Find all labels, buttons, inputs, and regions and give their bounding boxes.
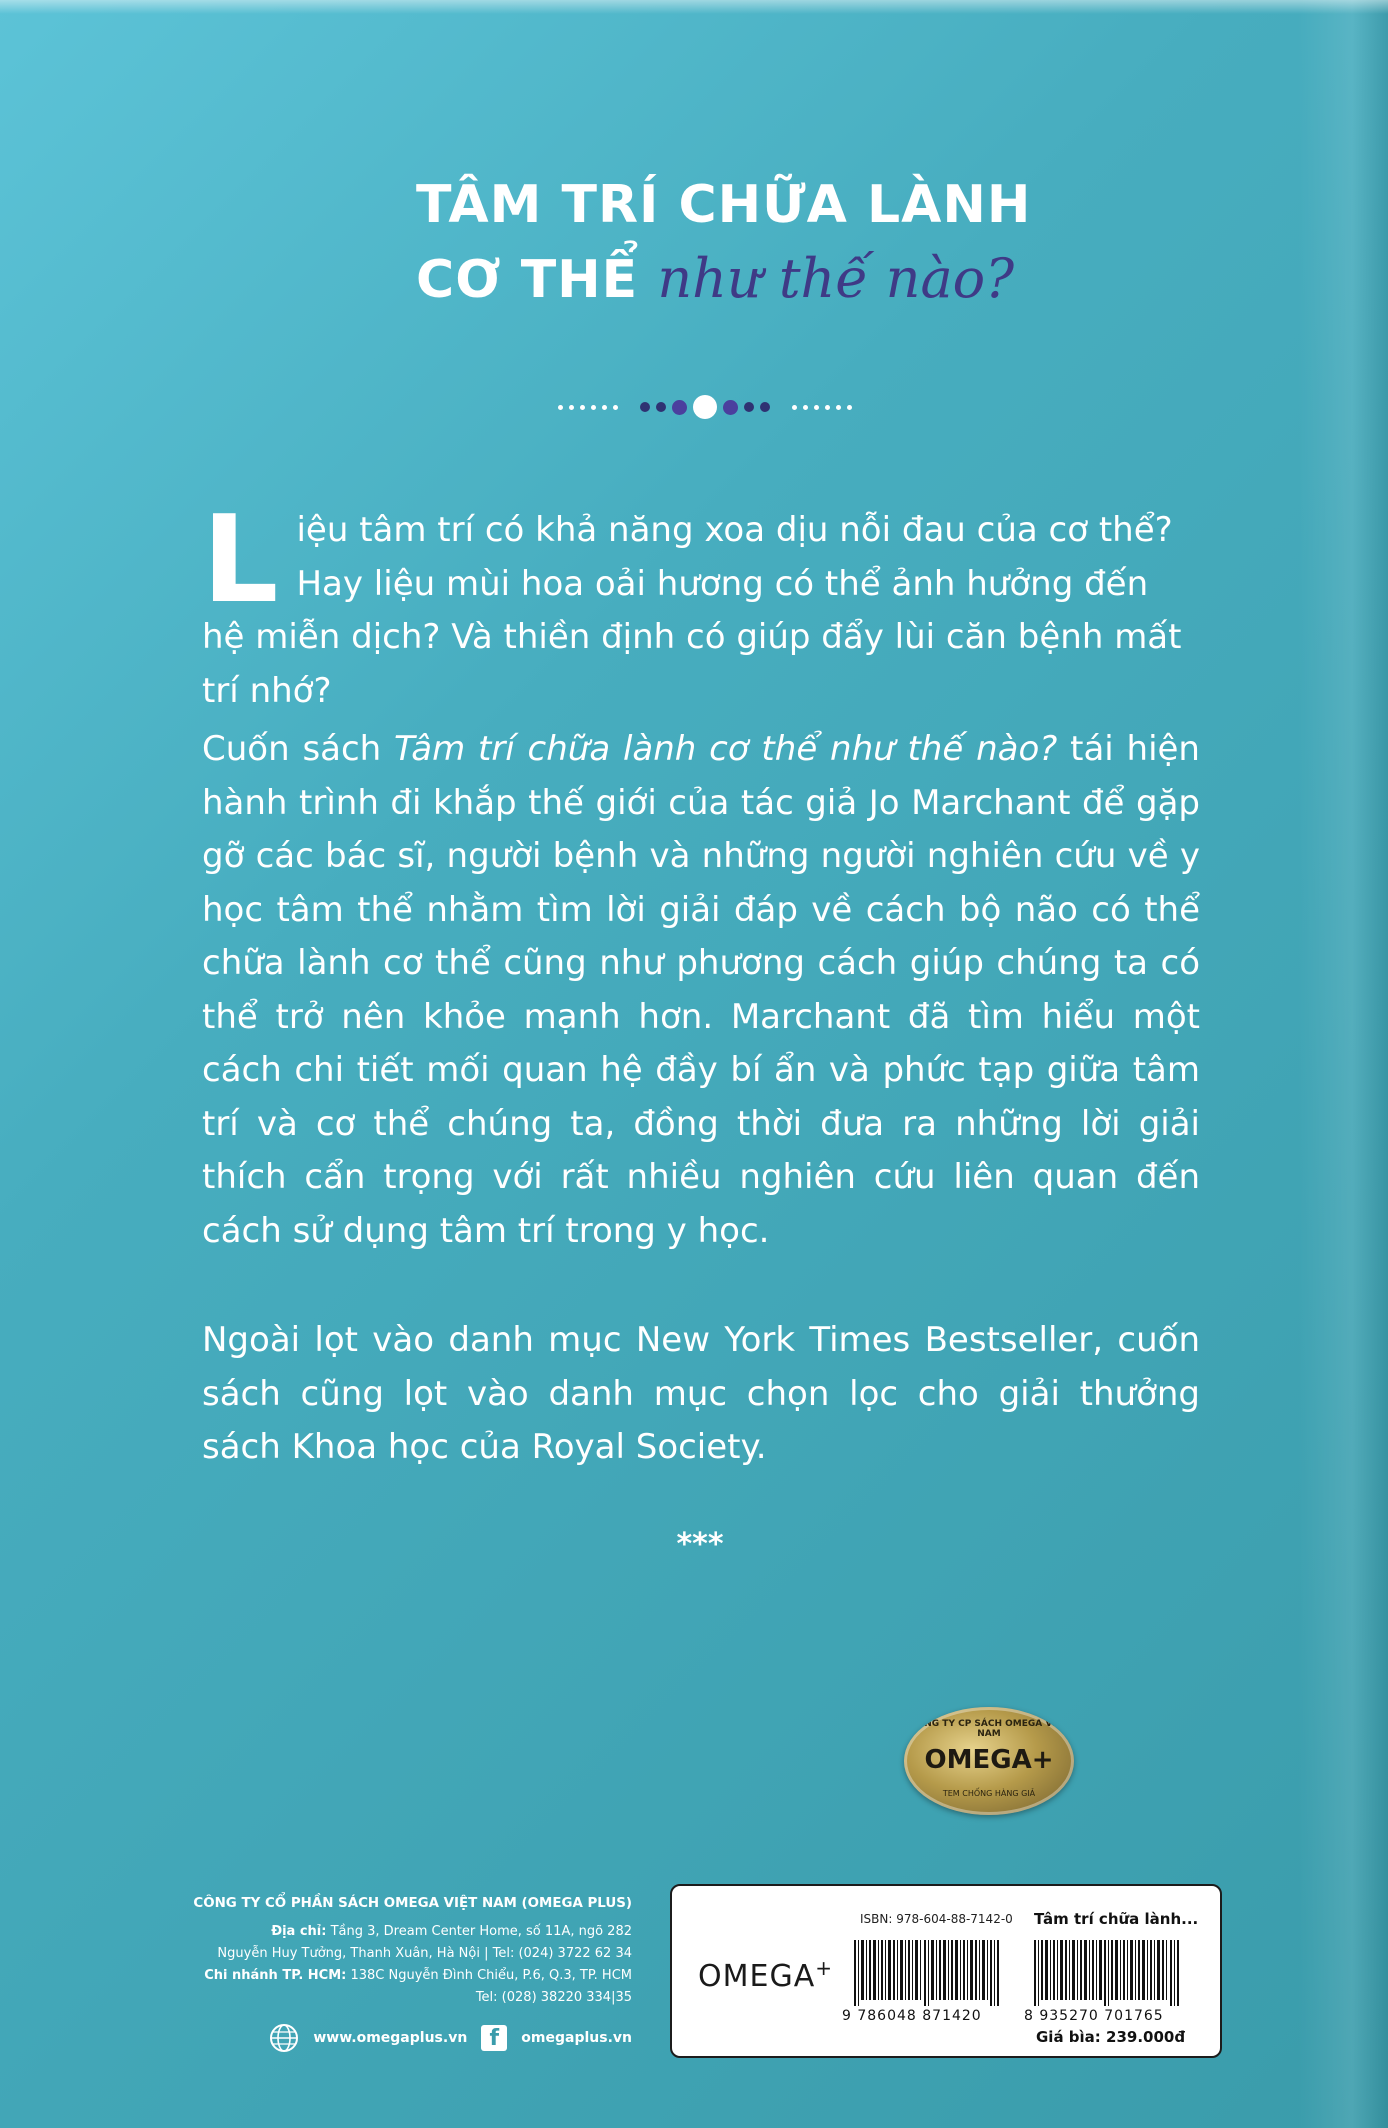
divider-dot <box>847 405 852 410</box>
headline-line-2-plain: CƠ THỂ <box>416 250 639 310</box>
intro-text: iệu tâm trí có khả năng xoa dịu nỗi đau của cơ thể? Hay liệu mùi hoa oải hương có thể ảnh hưởng đến hệ miễn dịch? Và thiền định có giúp đẩy lùi căn bệnh mất trí nhớ? <box>202 510 1182 711</box>
divider-dot <box>558 405 563 410</box>
divider-dot <box>656 402 666 412</box>
divider-dot <box>569 405 574 410</box>
divider-dot <box>591 405 596 410</box>
barcode-label <box>670 1884 1222 2058</box>
divider-center-dot <box>693 395 717 419</box>
isbn-digits: 9 786048 871420 <box>842 2008 982 2024</box>
website-link[interactable]: www.omegaplus.vn <box>313 2030 468 2046</box>
branch-label: Chi nhánh TP. HCM: <box>204 1968 347 1983</box>
branch-line-1: 138C Nguyễn Đình Chiểu, P.6, Q.3, TP. HCM <box>346 1968 632 1983</box>
facebook-link[interactable]: omegaplus.vn <box>521 2030 632 2046</box>
divider-dot <box>836 405 841 410</box>
barcode-book-title: Tâm trí chữa lành... <box>1034 1910 1199 1928</box>
facebook-icon: f <box>481 2025 507 2051</box>
publisher-address <box>170 1921 632 2009</box>
omega-plus-logo <box>698 1956 833 1994</box>
seal-top-text: CÔNG TY CP SÁCH OMEGA VIỆT NAM <box>910 1719 1068 1739</box>
cover-headline <box>416 168 1116 317</box>
divider-dot <box>792 405 797 410</box>
divider-spacer <box>776 407 786 408</box>
anti-counterfeit-hologram-seal <box>904 1707 1074 1815</box>
headline-line-1: TÂM TRÍ CHỮA LÀNH <box>416 175 1032 235</box>
drop-cap: L <box>202 491 279 630</box>
seal-bottom-text: TEM CHỐNG HÀNG GIẢ <box>942 1789 1036 1798</box>
divider-spacer <box>624 407 634 408</box>
divider-dot <box>803 405 808 410</box>
award-paragraph <box>202 1314 1200 1475</box>
headline-line-2 <box>416 242 1116 317</box>
divider-dot <box>640 402 650 412</box>
intro-paragraph <box>202 491 1200 718</box>
publisher-info <box>170 1896 632 2053</box>
globe-icon <box>269 2023 299 2053</box>
headline-line-2-script: như thế nào? <box>657 247 1015 310</box>
divider-dot <box>672 400 687 415</box>
divider-dot <box>744 402 754 412</box>
description-paragraph <box>202 723 1200 1258</box>
divider-dot <box>602 405 607 410</box>
seal-logo: OMEGA+ <box>924 1745 1054 1775</box>
description-rest: tái hiện hành trình đi khắp thế giới của tác giả Jo Marchant để gặp gỡ các bác sĩ, người bệnh và những người nghiên cứu về y học tâm thể nhằm tìm lời giải đáp về cách bộ não có thể chữa lành cơ thể cũng như phương cách giúp chúng ta có thể trở nên khỏe mạnh hơn. Marchant đã tìm hiểu một cách chi tiết mối quan hệ đầy bí ẩn và phức tạp giữa tâm trí và cơ thể chúng ta, đồng thời đưa ra những lời giải thích cẩn trọng với rất nhiều nghiên cứu liên quan đến cách sử dụng tâm trí trong y học. <box>202 729 1200 1251</box>
divider-dot <box>760 402 770 412</box>
divider-dot <box>613 405 618 410</box>
divider-dot <box>814 405 819 410</box>
branch-line-2: Tel: (028) 38220 334|35 <box>475 1990 632 2005</box>
divider-dot <box>580 405 585 410</box>
product-digits: 8 935270 701765 <box>1024 2008 1164 2024</box>
omega-logo-plus: + <box>815 1956 833 1980</box>
section-separator: *** <box>676 1527 724 1562</box>
omega-logo-text: OMEGA <box>698 1959 816 1994</box>
isbn-barcode-icon <box>852 1940 1002 2006</box>
cover-price: Giá bìa: 239.000đ <box>1036 2028 1186 2046</box>
dot-divider <box>520 394 890 420</box>
publisher-company-name: CÔNG TY CỔ PHẦN SÁCH OMEGA VIỆT NAM (OMEGA PLUS) <box>193 1896 632 1911</box>
address-line-2: Nguyễn Huy Tưởng, Thanh Xuân, Hà Nội | Tel: (024) 3722 62 34 <box>217 1946 632 1961</box>
publisher-links <box>170 2023 632 2053</box>
book-title-italic: Tâm trí chữa lành cơ thể như thế nào? <box>394 729 1058 769</box>
address-label: Địa chỉ: <box>271 1924 327 1939</box>
divider-dot <box>825 405 830 410</box>
address-line-1: Tầng 3, Dream Center Home, số 11A, ngõ 282 <box>326 1924 632 1939</box>
divider-dot <box>723 400 738 415</box>
award-text: Ngoài lọt vào danh mục New York Times Bestseller, cuốn sách cũng lọt vào danh mục chọn lọc cho giải thưởng sách Khoa học của Royal Society. <box>202 1320 1200 1467</box>
product-barcode-icon <box>1032 1940 1182 2006</box>
description-lead: Cuốn sách <box>202 729 395 769</box>
isbn-text: ISBN: 978-604-88-7142-0 <box>860 1912 1013 1926</box>
